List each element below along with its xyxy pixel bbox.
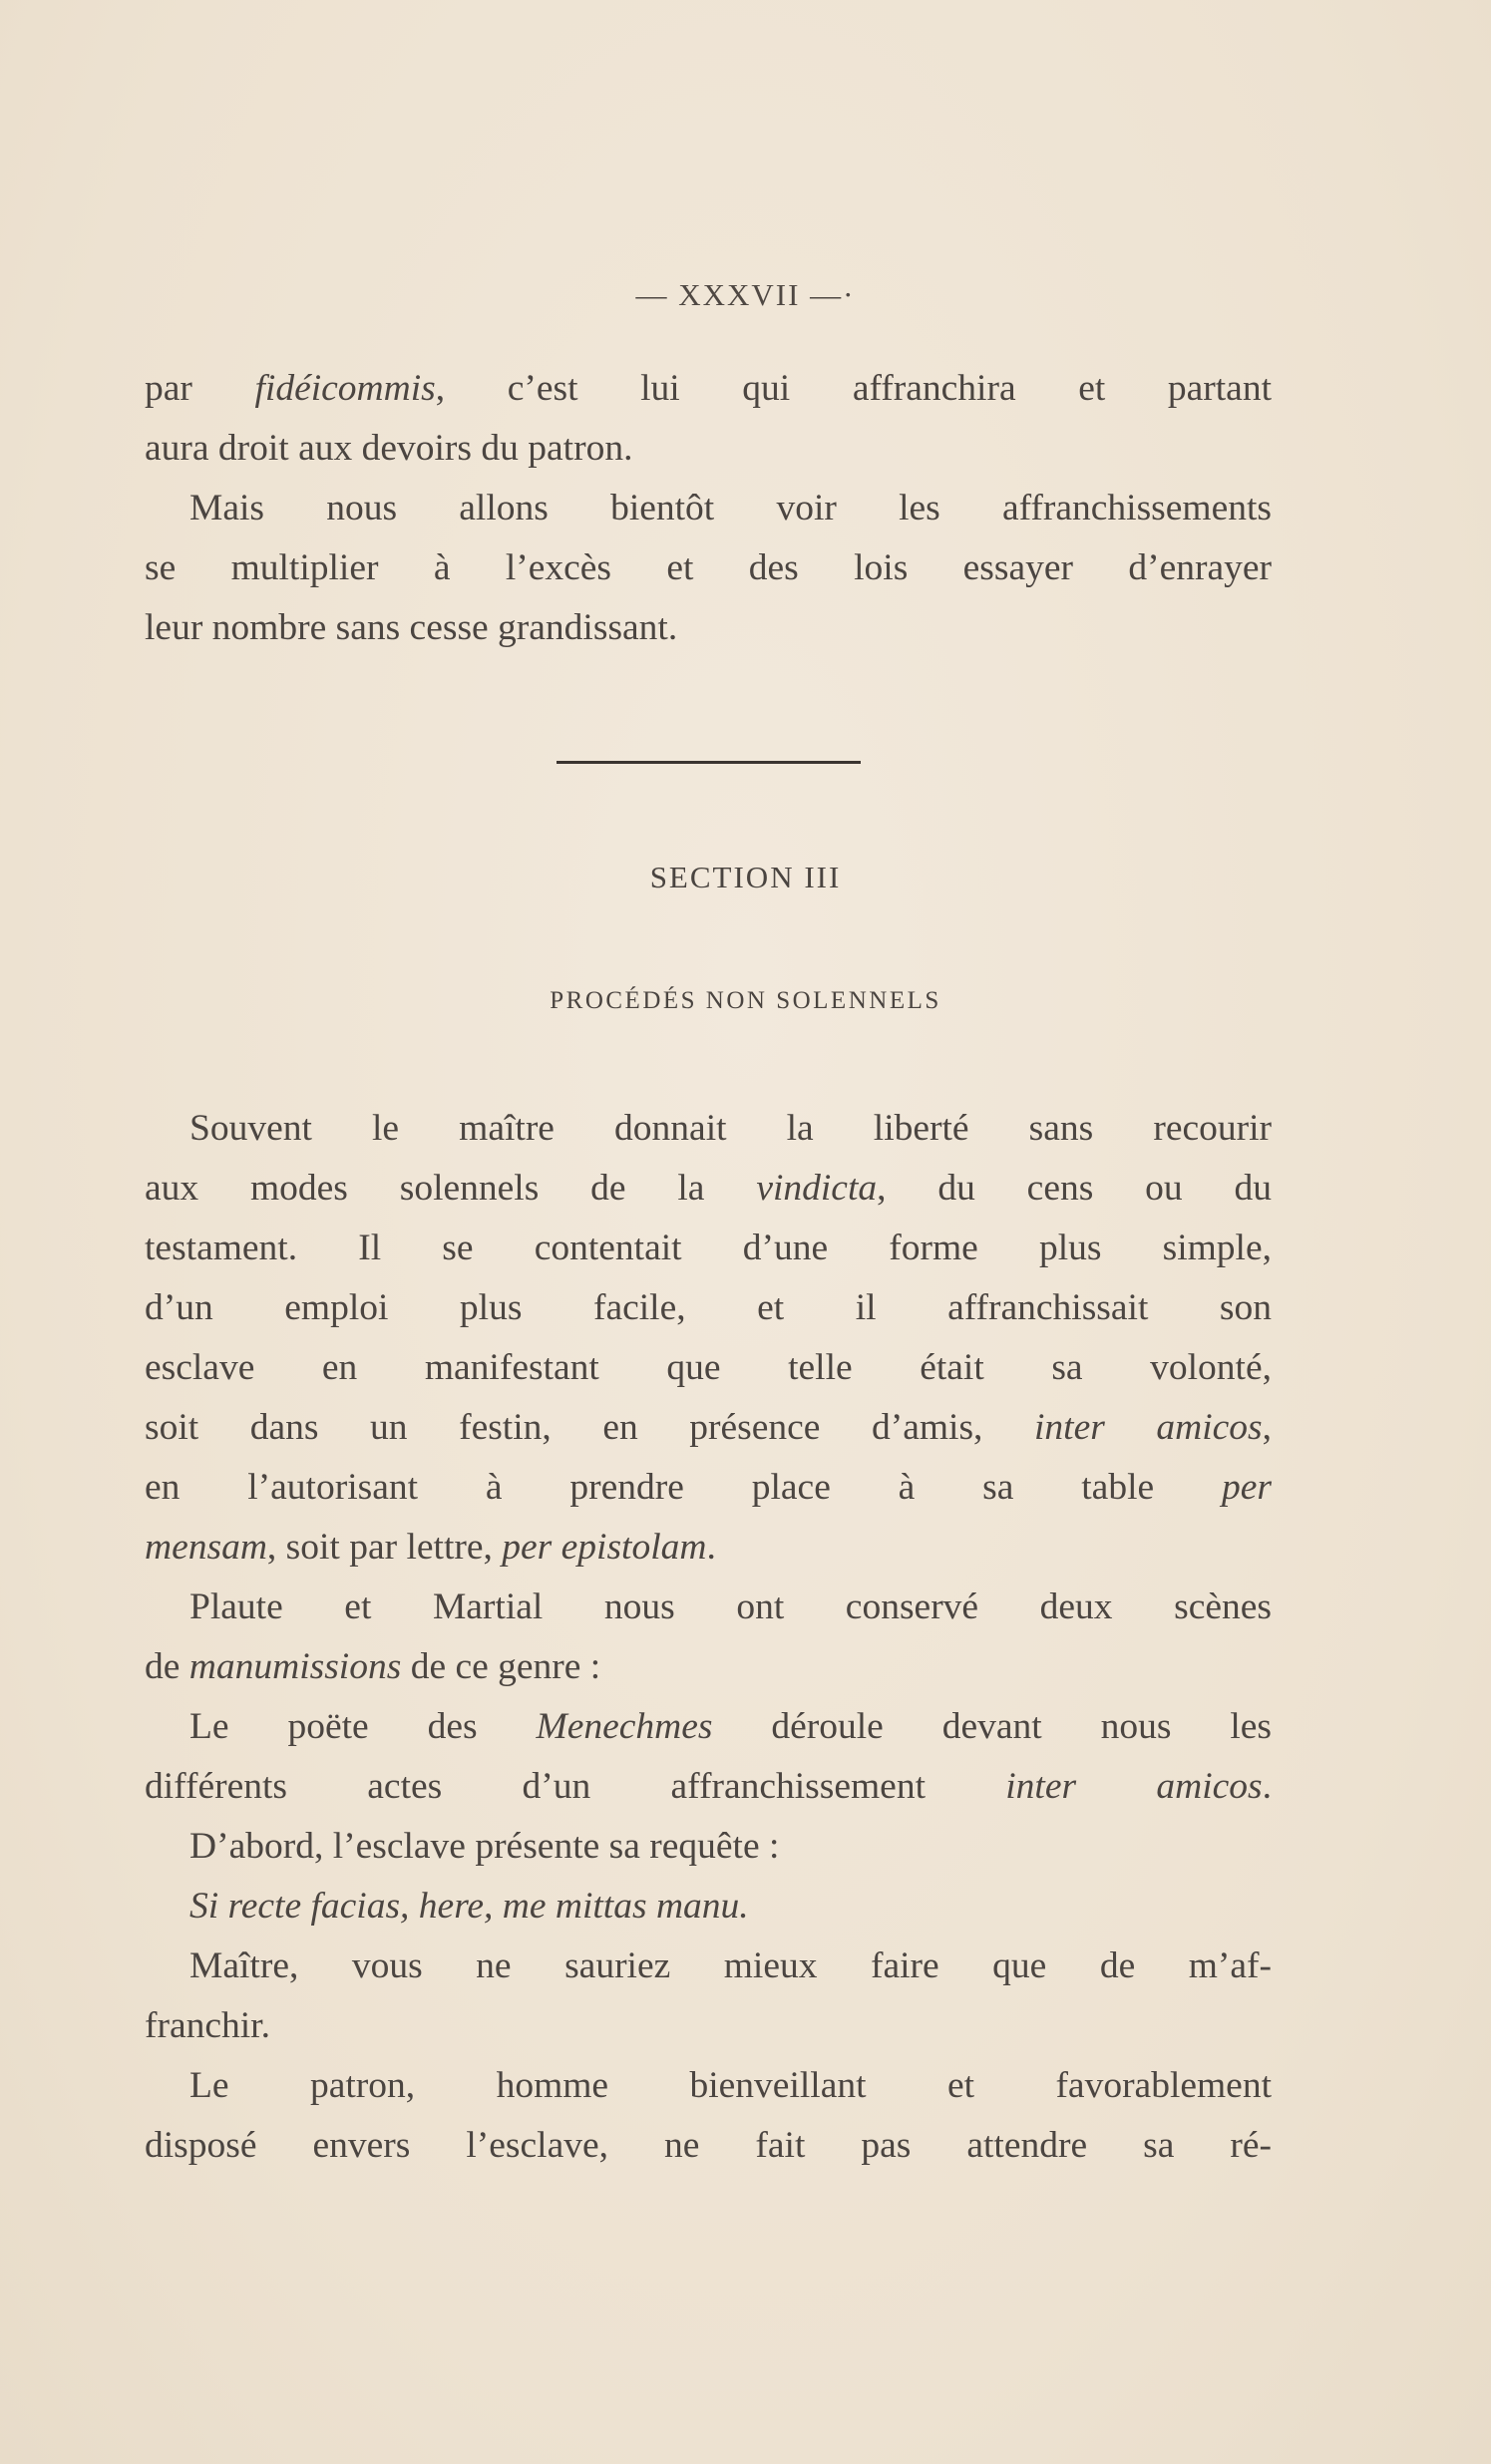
text-line: leur nombre sans cesse grandissant.	[145, 607, 678, 648]
text-line: différents actes d’un affranchissement inter amicos.	[145, 1766, 1272, 1807]
text-line: esclave en manifestant que telle était sa volonté,	[145, 1347, 1272, 1388]
text-line: Plaute et Martial nous ont conservé deux scènes	[189, 1586, 1272, 1627]
text-line: soit dans un festin, en présence d’amis, inter amicos,	[145, 1407, 1272, 1448]
section-title: SECTION III	[649, 860, 842, 894]
text-line: aux modes solennels de la vindicta, du cens ou du	[145, 1168, 1272, 1209]
text-line: Le patron, homme bienveillant et favorablement	[189, 2065, 1272, 2106]
latin-quote-line: Si recte facias, here, me mittas manu.	[189, 1886, 749, 1927]
section-body	[145, 1099, 1272, 2176]
text-line: mensam, soit par lettre, per epistolam.	[145, 1527, 716, 1568]
text-line: D’abord, l’esclave présente sa requête :	[189, 1826, 780, 1867]
text-line: aura droit aux devoirs du patron.	[145, 428, 633, 469]
text-line: se multiplier à l’excès et des lois essayer d’enrayer	[145, 547, 1272, 588]
text-line: disposé envers l’esclave, ne fait pas attendre sa ré-	[145, 2125, 1272, 2166]
text-line: Maître, vous ne sauriez mieux faire que de m’af-	[189, 1945, 1272, 1986]
text-line: de manumissions de ce genre :	[145, 1646, 601, 1687]
text-line: testament. Il se contentait d’une forme plus simple,	[145, 1228, 1272, 1268]
text-line: Le poëte des Menechmes déroule devant nous les	[189, 1706, 1272, 1747]
intro-paragraph	[145, 359, 1272, 658]
text-line: d’un emploi plus facile, et il affranchissait son	[145, 1287, 1272, 1328]
text-line: par fidéicommis, c’est lui qui affranchira et partant	[145, 368, 1272, 409]
text-line: franchir.	[145, 2005, 270, 2046]
text-line: Souvent le maître donnait la liberté sans recourir	[189, 1108, 1272, 1149]
running-head-page-number: — XXXVII —·	[635, 277, 856, 312]
section-divider-rule	[557, 761, 861, 764]
section-subtitle: PROCÉDÉS NON SOLENNELS	[550, 987, 941, 1014]
text-line: en l’autorisant à prendre place à sa table per	[145, 1467, 1272, 1508]
text-line: Mais nous allons bientôt voir les affranchissements	[189, 488, 1272, 528]
